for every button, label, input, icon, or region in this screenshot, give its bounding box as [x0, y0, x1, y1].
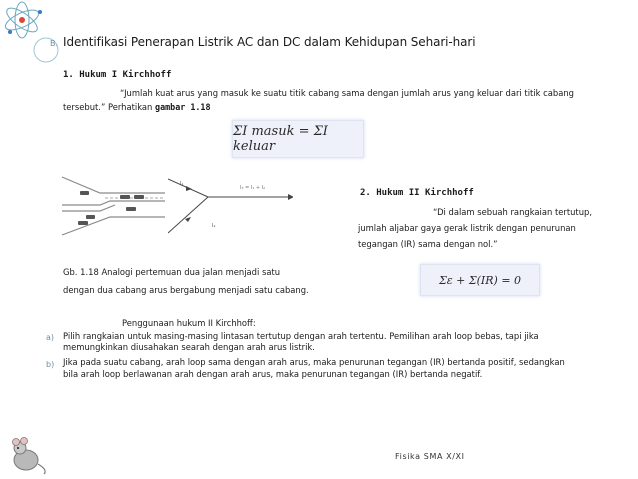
svg-text:I₁: I₁ [180, 181, 184, 187]
usage-item-a-marker: a) [46, 333, 55, 342]
quote-text: tersebut.” Perhatikan [63, 102, 156, 112]
usage-item-a-line2: memungkinkan diusahakan searah dengan arah arus listrik. [63, 342, 315, 352]
svg-text:I₂: I₂ [212, 223, 216, 229]
kirchhoff2-heading: 2. Hukum II Kirchhoff [360, 188, 474, 198]
kirchhoff1-formula-box [232, 120, 364, 158]
usage-intro: Penggunaan hukum II Kirchhoff: [122, 318, 256, 328]
kirchhoff1-quote-line2 [63, 100, 211, 115]
kirchhoff2-line2: jumlah aljabar gaya gerak listrik dengan penurunan [358, 223, 576, 233]
mouse-decoration [4, 430, 50, 476]
kirchhoff1-heading: 1. Hukum I Kirchhoff [63, 70, 172, 80]
road-junction-figure [60, 175, 165, 237]
usage-item-b-line2: bila arah loop berlawanan arah dengan arah arus, maka penurunan tegangan (IR) bertanda negatif. [63, 369, 483, 379]
section-title: Identifikasi Penerapan Listrik AC dan DC dalam Kehidupan Sehari-hari [63, 35, 476, 49]
atom-decoration [0, 0, 70, 70]
kirchhoff2-line3: tegangan (IR) sama dengan nol.” [358, 239, 498, 249]
kirchhoff1-formula: ΣI masuk = ΣI keluar [233, 124, 328, 154]
section-bullet: B. [50, 39, 59, 48]
usage-item-a-line1: Pilih rangkaian untuk masing-masing lintasan tertutup dengan arah tertentu. Pemilihan arah loop bebas, tapi jika [63, 331, 539, 341]
usage-item-b-marker: b) [46, 360, 55, 369]
current-junction-figure [168, 175, 293, 237]
kirchhoff2-formula: Σε + Σ(IR) = 0 [438, 273, 522, 287]
page-footer: Fisika SMA X/XI [395, 452, 465, 461]
svg-text:I₃ = I₁ + I₂: I₃ = I₁ + I₂ [240, 185, 266, 191]
usage-item-b-line1: Jika pada suatu cabang, arah loop sama dengan arah arus, maka penurunan tegangan (IR) bertanda positif, sedangkan [63, 357, 565, 367]
kirchhoff1-quote-line1: “Jumlah kuat arus yang masuk ke suatu titik cabang sama dengan jumlah arus yang keluar dari titik cabang [120, 88, 574, 98]
figure-caption-line2: dengan dua cabang arus bergabung menjadi satu cabang. [63, 285, 309, 295]
figure-caption-line1: Gb. 1.18 Analogi pertemuan dua jalan menjadi satu [63, 267, 281, 277]
kirchhoff2-formula-box [420, 264, 540, 296]
kirchhoff2-line1: “Di dalam sebuah rangkaian tertutup, [433, 207, 592, 217]
figure-reference: gambar 1.18 [155, 102, 211, 112]
